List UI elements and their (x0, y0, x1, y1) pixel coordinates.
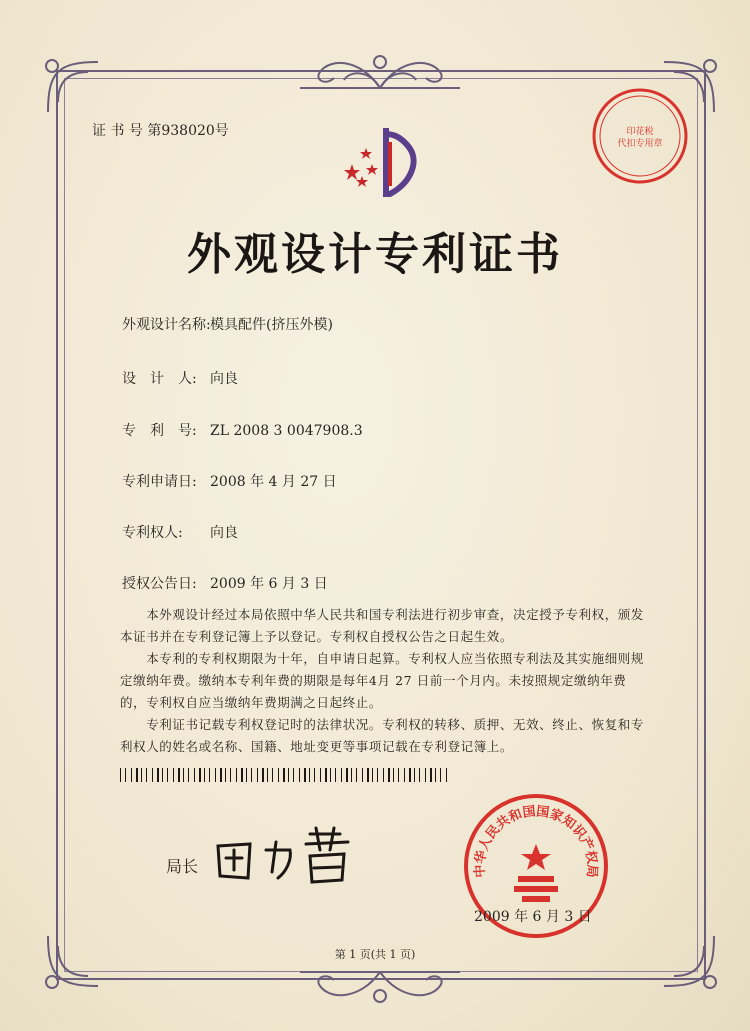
field-label: 专利权人: (122, 525, 183, 541)
barcode-bar (262, 768, 264, 782)
field-application-date (122, 471, 337, 491)
barcode-bar (362, 768, 363, 782)
barcode-bar (131, 768, 132, 782)
barcode-bar (125, 768, 126, 782)
barcode-bar (435, 768, 436, 782)
field-value: 2008 年 4 月 27 日 (210, 474, 337, 490)
barcode-bar (241, 768, 243, 782)
barcode-bar (251, 768, 252, 782)
barcode-bar (440, 768, 441, 782)
bottom-ornament (300, 968, 460, 1008)
field-label: 专利申请日: (122, 474, 197, 490)
seal-text: 中华人民共和国国家知识产权局 (472, 804, 600, 879)
field-patent-number (122, 420, 363, 440)
barcode-bar (351, 768, 352, 782)
barcode-bar (330, 768, 331, 782)
patent-office-logo (338, 120, 428, 200)
barcode (120, 768, 450, 782)
field-patentee (122, 522, 238, 542)
barcode-bar (246, 768, 247, 782)
svg-text:印花税: 印花税 (626, 127, 654, 137)
barcode-bar (141, 768, 142, 782)
barcode-bar (188, 768, 189, 782)
field-value: 向良 (210, 371, 238, 387)
barcode-bar (372, 768, 373, 782)
field-label: 专 利 号: (122, 423, 197, 439)
barcode-bar (162, 768, 163, 782)
barcode-bar (120, 768, 121, 782)
barcode-bar (356, 768, 357, 782)
barcode-bar (272, 768, 273, 782)
barcode-bar (325, 768, 327, 782)
barcode-bar (341, 768, 342, 782)
barcode-bar (320, 768, 321, 782)
barcode-bar (199, 768, 201, 782)
paragraph-grant: 本外观设计经过本局依照中华人民共和国专利法进行初步审查，决定授予专利权，颁发本证书并在专利登记簿上予以登记。专利权自授权公告之日起生效。 (120, 607, 645, 644)
barcode-bar (335, 768, 336, 782)
barcode-bar (283, 768, 285, 782)
barcode-bar (278, 768, 279, 782)
barcode-bar (304, 768, 306, 782)
paragraph-legal-status: 专利证书记载专利权登记时的法律状况。专利权的转移、质押、无效、终止、恢复和专利权人的姓名或名称、国籍、地址变更等事项记载在专利登记簿上。 (120, 717, 645, 754)
barcode-bar (398, 768, 399, 782)
top-ornament (300, 48, 460, 92)
barcode-bar (194, 768, 195, 782)
barcode-bar (367, 768, 369, 782)
barcode-bar (215, 768, 216, 782)
barcode-bar (446, 768, 447, 782)
field-label: 授权公告日: (122, 576, 197, 592)
tax-stamp-seal (590, 86, 690, 186)
barcode-bar (230, 768, 231, 782)
field-designer (122, 368, 238, 388)
barcode-bar (157, 768, 159, 782)
barcode-bar (383, 768, 384, 782)
field-grant-date (122, 573, 328, 593)
barcode-bar (293, 768, 294, 782)
director-label: 局长 (166, 857, 199, 876)
svg-text:代扣专用章: 代扣专用章 (617, 139, 663, 149)
field-label: 外观设计名称: (122, 317, 211, 333)
barcode-bar (404, 768, 405, 782)
barcode-bar (136, 768, 138, 782)
barcode-bar (299, 768, 300, 782)
barcode-bar (220, 768, 222, 782)
corner-ornament-top-left (38, 52, 108, 122)
barcode-bar (414, 768, 415, 782)
barcode-bar (209, 768, 210, 782)
field-value: ZL 2008 3 0047908.3 (210, 423, 363, 439)
barcode-bar (419, 768, 420, 782)
paragraph-term: 本专利的专利权期限为十年，自申请日起算。专利权人应当依照专利法及其实施细则规定缴纳年费。缴纳本专利年费的期限是每年4月 27 日前一个月内。未按照规定缴纳年费的，专利权自应当缴纳年费期满之日起终止。 (120, 651, 645, 710)
page-number: 第 1 页(共 1 页) (334, 948, 416, 961)
barcode-bar (388, 768, 390, 782)
barcode-bar (377, 768, 378, 782)
field-value: 2009 年 6 月 3 日 (210, 576, 328, 592)
barcode-bar (309, 768, 310, 782)
barcode-bar (288, 768, 289, 782)
barcode-bar (409, 768, 411, 782)
barcode-bar (314, 768, 315, 782)
barcode-bar (346, 768, 348, 782)
field-design-name (122, 314, 333, 334)
seal-date: 2009 年 6 月 3 日 (474, 909, 592, 925)
barcode-bar (178, 768, 180, 782)
field-value: 模具配件(挤压外模) (210, 317, 333, 333)
barcode-bar (152, 768, 153, 782)
barcode-bar (146, 768, 147, 782)
barcode-bar (225, 768, 226, 782)
barcode-bar (393, 768, 394, 782)
document-title: 外观设计专利证书 (187, 229, 563, 280)
barcode-bar (425, 768, 426, 782)
barcode-bar (204, 768, 205, 782)
director-signature (210, 820, 360, 890)
barcode-bar (236, 768, 237, 782)
barcode-bar (183, 768, 184, 782)
barcode-bar (430, 768, 432, 782)
barcode-bar (173, 768, 174, 782)
barcode-bar (257, 768, 258, 782)
certificate-number: 证 书 号 第938020号 (92, 123, 229, 139)
barcode-bar (267, 768, 268, 782)
barcode-bar (167, 768, 168, 782)
field-label: 设 计 人: (122, 371, 197, 387)
field-value: 向良 (210, 525, 238, 541)
